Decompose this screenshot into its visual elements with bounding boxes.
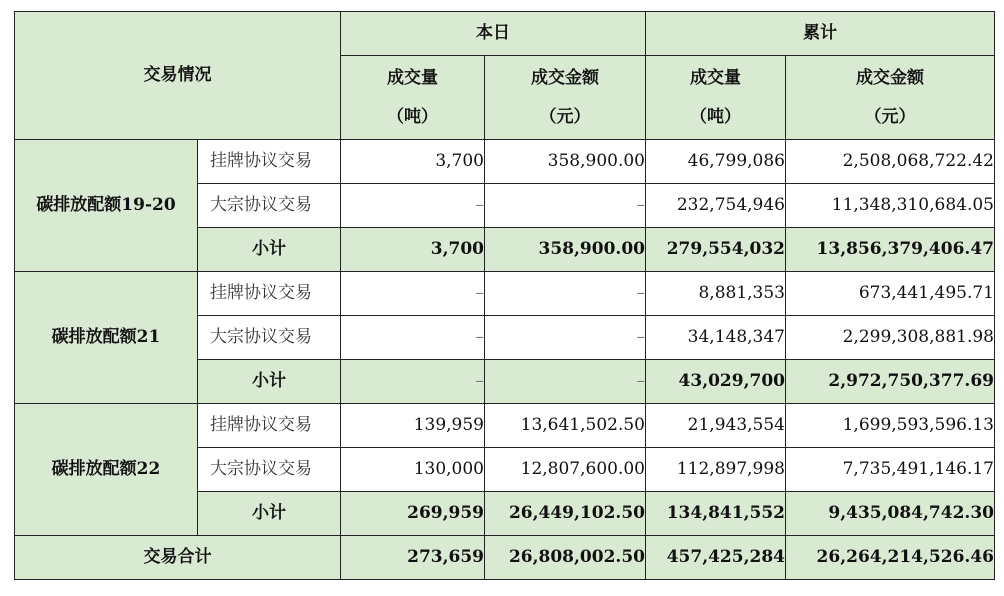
table-row [15, 272, 995, 316]
today-volume: 269,959 [341, 492, 485, 536]
header-volume-label: 成交量 [690, 67, 741, 88]
cum-volume: 232,754,946 [646, 184, 786, 228]
group-name: 碳排放配额19-20 [15, 140, 198, 272]
today-amount: 358,900.00 [485, 228, 646, 272]
cum-volume: 43,029,700 [646, 360, 786, 404]
cum-amount: 673,441,495.71 [786, 272, 995, 316]
header-amount-label: 成交金额 [531, 67, 599, 88]
total-cum-volume: 457,425,284 [646, 536, 786, 580]
today-amount: 358,900.00 [485, 140, 646, 184]
today-volume: 3,700 [341, 228, 485, 272]
total-today-amount: 26,808,002.50 [485, 536, 646, 580]
trade-type: 挂牌协议交易 [198, 272, 341, 316]
cum-amount: 2,299,308,881.98 [786, 316, 995, 360]
subtotal-label: 小计 [198, 360, 341, 404]
cum-volume: 34,148,347 [646, 316, 786, 360]
today-amount: – [485, 272, 646, 316]
today-volume: 139,959 [341, 404, 485, 448]
cum-volume: 279,554,032 [646, 228, 786, 272]
today-amount: – [485, 316, 646, 360]
total-label: 交易合计 [15, 536, 341, 580]
group-name: 碳排放配额22 [15, 404, 198, 536]
header-today-amount [485, 56, 646, 140]
subtotal-label: 小计 [198, 492, 341, 536]
trade-type: 大宗协议交易 [198, 316, 341, 360]
table-row [15, 140, 995, 184]
cum-amount: 11,348,310,684.05 [786, 184, 995, 228]
cum-volume: 46,799,086 [646, 140, 786, 184]
header-cumulative: 累计 [646, 12, 995, 56]
cum-volume: 8,881,353 [646, 272, 786, 316]
cum-amount: 1,699,593,596.13 [786, 404, 995, 448]
carbon-trading-table [14, 11, 995, 580]
header-volume-unit: （吨） [387, 106, 438, 127]
total-row [15, 536, 995, 580]
header-amount-unit: （元） [539, 106, 591, 127]
cum-amount: 2,972,750,377.69 [786, 360, 995, 404]
today-amount: 12,807,600.00 [485, 448, 646, 492]
cum-amount: 2,508,068,722.42 [786, 140, 995, 184]
header-amount-unit: （元） [864, 106, 916, 127]
header-cum-amount [786, 56, 995, 140]
today-volume: 3,700 [341, 140, 485, 184]
cum-volume: 112,897,998 [646, 448, 786, 492]
subtotal-label: 小计 [198, 228, 341, 272]
header-cum-volume [646, 56, 786, 140]
trade-type: 挂牌协议交易 [198, 140, 341, 184]
header-today-volume [341, 56, 485, 140]
header-today: 本日 [341, 12, 646, 56]
today-amount: – [485, 360, 646, 404]
cum-volume: 21,943,554 [646, 404, 786, 448]
table-row [15, 404, 995, 448]
cum-amount: 13,856,379,406.47 [786, 228, 995, 272]
header-amount-label: 成交金额 [856, 67, 924, 88]
today-volume: – [341, 272, 485, 316]
today-volume: – [341, 184, 485, 228]
cum-amount: 7,735,491,146.17 [786, 448, 995, 492]
trade-type: 大宗协议交易 [198, 184, 341, 228]
today-volume: – [341, 360, 485, 404]
today-amount: 13,641,502.50 [485, 404, 646, 448]
cum-amount: 9,435,084,742.30 [786, 492, 995, 536]
cum-volume: 134,841,552 [646, 492, 786, 536]
header-trade-info: 交易情况 [15, 12, 341, 140]
header-volume-label: 成交量 [387, 67, 438, 88]
trade-type: 挂牌协议交易 [198, 404, 341, 448]
trade-type: 大宗协议交易 [198, 448, 341, 492]
today-amount: 26,449,102.50 [485, 492, 646, 536]
header-volume-unit: （吨） [690, 106, 741, 127]
group-name: 碳排放配额21 [15, 272, 198, 404]
today-volume: – [341, 316, 485, 360]
today-amount: – [485, 184, 646, 228]
today-volume: 130,000 [341, 448, 485, 492]
total-cum-amount: 26,264,214,526.46 [786, 536, 995, 580]
total-today-volume: 273,659 [341, 536, 485, 580]
